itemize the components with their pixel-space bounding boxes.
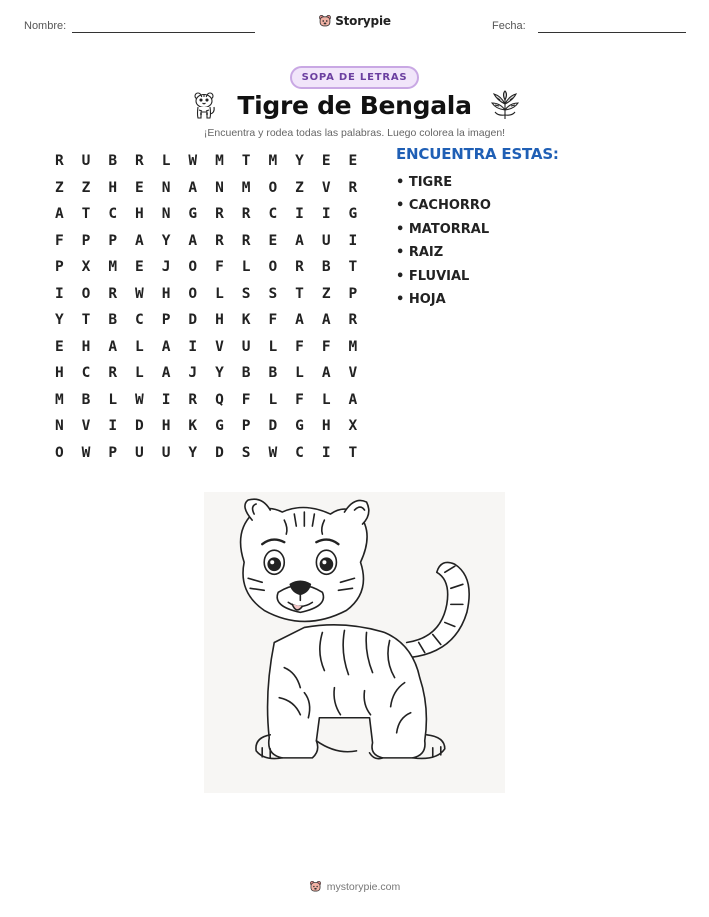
grid-letter[interactable]: T xyxy=(348,444,358,461)
grid-letter[interactable]: V xyxy=(321,179,331,196)
grid-letter[interactable]: R xyxy=(295,259,304,276)
category-badge: SOPA DE LETRAS xyxy=(290,66,420,89)
grid-letter[interactable]: V xyxy=(215,338,224,355)
grid-letter[interactable]: R xyxy=(108,285,118,302)
grid-letter[interactable]: C xyxy=(295,444,304,461)
grid-letter[interactable]: G xyxy=(295,418,304,435)
grid-letter[interactable]: H xyxy=(161,418,171,435)
name-line[interactable] xyxy=(72,32,255,33)
grid-letter[interactable]: L xyxy=(135,365,144,382)
grid-letter[interactable]: B xyxy=(108,312,118,329)
grid-letter[interactable]: I xyxy=(161,391,171,408)
grid-letter[interactable]: O xyxy=(268,259,278,276)
grid-letter[interactable]: L xyxy=(268,391,278,408)
grid-letter[interactable]: P xyxy=(241,418,251,435)
grid-letter[interactable]: N xyxy=(54,418,64,435)
grid-letter[interactable]: P xyxy=(108,444,118,461)
brand-header xyxy=(0,14,709,28)
grid-letter[interactable]: B xyxy=(268,365,278,382)
word-list-item: • CACHORRO xyxy=(396,198,491,214)
grid-letter[interactable]: U xyxy=(135,444,144,461)
grid-letter[interactable]: P xyxy=(348,285,358,302)
grid-letter[interactable]: G xyxy=(348,206,358,223)
word-list xyxy=(396,145,559,311)
grid-letter[interactable]: B xyxy=(108,153,118,170)
grid-letter[interactable]: S xyxy=(241,444,251,461)
grid-letter[interactable]: A xyxy=(295,232,304,249)
grid-letter[interactable]: R xyxy=(215,206,224,223)
grid-letter[interactable]: J xyxy=(188,365,198,382)
grid-letter[interactable]: R xyxy=(108,365,118,382)
grid-letter[interactable]: B xyxy=(321,259,331,276)
grid-letter[interactable]: S xyxy=(268,285,278,302)
grid-letter[interactable]: D xyxy=(188,312,198,329)
grid-letter[interactable]: N xyxy=(215,179,224,196)
grid-letter[interactable]: P xyxy=(81,232,91,249)
grid-letter[interactable]: M xyxy=(268,153,278,170)
grid-letter[interactable]: Z xyxy=(54,179,64,196)
grid-row xyxy=(46,334,366,361)
grid-letter[interactable]: F xyxy=(321,338,331,355)
grid-row xyxy=(46,254,366,281)
grid-letter[interactable]: F xyxy=(241,391,251,408)
grid-letter[interactable]: F xyxy=(268,312,278,329)
grid-letter[interactable]: K xyxy=(241,312,251,329)
grid-letter[interactable]: M xyxy=(215,153,224,170)
grid-letter[interactable]: W xyxy=(135,285,144,302)
grid-letter[interactable]: E xyxy=(321,153,331,170)
grid-letter[interactable]: U xyxy=(241,338,251,355)
grid-letter[interactable]: Y xyxy=(54,312,64,329)
grid-letter[interactable]: C xyxy=(108,206,118,223)
grid-letter[interactable]: L xyxy=(268,338,278,355)
grid-letter[interactable]: B xyxy=(81,391,91,408)
grid-letter[interactable]: S xyxy=(241,285,251,302)
grid-letter[interactable]: R xyxy=(241,232,251,249)
date-label: Fecha: xyxy=(492,20,526,32)
grid-letter[interactable]: E xyxy=(135,179,144,196)
grid-row xyxy=(46,413,366,440)
grid-letter[interactable]: M xyxy=(241,179,251,196)
grid-letter[interactable]: I xyxy=(295,206,304,223)
grid-letter[interactable]: D xyxy=(215,444,224,461)
grid-letter[interactable]: J xyxy=(161,259,171,276)
grid-letter[interactable]: I xyxy=(321,444,331,461)
grid-letter[interactable]: H xyxy=(321,418,331,435)
grid-letter[interactable]: O xyxy=(268,179,278,196)
grid-letter[interactable]: A xyxy=(135,232,144,249)
grid-row xyxy=(46,440,366,467)
grid-letter[interactable]: O xyxy=(81,285,91,302)
grid-letter[interactable]: R xyxy=(135,153,144,170)
grid-letter[interactable]: F xyxy=(215,259,224,276)
footer xyxy=(0,880,709,893)
grid-letter[interactable]: M xyxy=(108,259,118,276)
grid-letter[interactable]: G xyxy=(215,418,224,435)
grid-letter[interactable]: T xyxy=(348,259,358,276)
grid-letter[interactable]: R xyxy=(54,153,64,170)
grid-letter[interactable]: N xyxy=(161,179,171,196)
grid-letter[interactable]: W xyxy=(135,391,144,408)
grid-letter[interactable]: E xyxy=(348,153,358,170)
grid-letter[interactable]: C xyxy=(81,365,91,382)
grid-letter[interactable]: I xyxy=(54,285,64,302)
grid-letter[interactable]: A xyxy=(161,338,171,355)
grid-row xyxy=(46,201,366,228)
grid-letter[interactable]: A xyxy=(188,232,198,249)
jungle-plant-icon xyxy=(490,90,520,120)
grid-letter[interactable]: C xyxy=(268,206,278,223)
grid-letter[interactable]: T xyxy=(81,312,91,329)
grid-letter[interactable]: I xyxy=(188,338,198,355)
grid-letter[interactable]: R xyxy=(188,391,198,408)
grid-letter[interactable]: Q xyxy=(215,391,224,408)
word-list-item: • TIGRE xyxy=(396,175,453,190)
grid-letter[interactable]: L xyxy=(161,153,171,170)
grid-letter[interactable]: D xyxy=(135,418,144,435)
grid-letter[interactable]: K xyxy=(188,418,198,435)
grid-letter[interactable]: L xyxy=(215,285,224,302)
grid-letter[interactable]: A xyxy=(54,206,64,223)
grid-letter[interactable]: W xyxy=(188,153,198,170)
grid-letter[interactable]: W xyxy=(268,444,278,461)
grid-letter[interactable]: X xyxy=(348,418,358,435)
grid-letter[interactable]: L xyxy=(295,365,304,382)
page-title: Tigre de Bengala xyxy=(237,90,472,120)
grid-letter[interactable]: H xyxy=(215,312,224,329)
grid-letter[interactable]: T xyxy=(81,206,91,223)
word-list-item: • FLUVIAL xyxy=(396,268,470,284)
grid-letter[interactable]: O xyxy=(54,444,64,461)
grid-row xyxy=(46,228,366,255)
storypie-bear-icon xyxy=(309,880,322,893)
grid-letter[interactable]: I xyxy=(108,418,118,435)
grid-letter[interactable]: W xyxy=(81,444,91,461)
grid-letter[interactable]: H xyxy=(161,285,171,302)
tiger-cub-icon xyxy=(189,90,219,120)
grid-letter[interactable]: C xyxy=(135,312,144,329)
grid-letter[interactable]: L xyxy=(108,391,118,408)
grid-letter[interactable]: O xyxy=(188,259,198,276)
grid-letter[interactable]: F xyxy=(295,338,304,355)
grid-letter[interactable]: I xyxy=(348,232,358,249)
grid-letter[interactable]: H xyxy=(81,338,91,355)
grid-row xyxy=(46,148,366,175)
grid-letter[interactable]: R xyxy=(348,312,358,329)
grid-letter[interactable]: P xyxy=(108,232,118,249)
grid-letter[interactable]: H xyxy=(54,365,64,382)
grid-row xyxy=(46,360,366,387)
grid-letter[interactable]: R xyxy=(348,179,358,196)
grid-letter[interactable]: Y xyxy=(215,365,224,382)
word-list-item: • HOJA xyxy=(396,291,446,307)
grid-letter[interactable]: Y xyxy=(295,153,304,170)
grid-row xyxy=(46,175,366,202)
grid-letter[interactable]: V xyxy=(348,365,358,382)
grid-letter[interactable]: B xyxy=(241,365,251,382)
grid-letter[interactable]: A xyxy=(348,391,358,408)
name-label: Nombre: xyxy=(24,20,67,32)
grid-letter[interactable]: E xyxy=(268,232,278,249)
grid-letter[interactable]: A xyxy=(321,365,331,382)
grid-row xyxy=(46,307,366,334)
word-list-item: • MATORRAL xyxy=(396,221,490,237)
grid-letter[interactable]: F xyxy=(54,232,64,249)
tiger-cub-coloring-illustration xyxy=(204,492,505,793)
grid-letter[interactable]: V xyxy=(81,418,91,435)
grid-letter[interactable]: A xyxy=(295,312,304,329)
grid-letter[interactable]: H xyxy=(108,179,118,196)
grid-letter[interactable]: U xyxy=(321,232,331,249)
grid-letter[interactable]: Z xyxy=(295,179,304,196)
grid-letter[interactable]: Z xyxy=(321,285,331,302)
grid-letter[interactable]: T xyxy=(295,285,304,302)
brand-name: Storypie xyxy=(335,14,391,28)
grid-letter[interactable]: P xyxy=(54,259,64,276)
grid-letter[interactable]: E xyxy=(135,259,144,276)
grid-row xyxy=(46,387,366,414)
date-line[interactable] xyxy=(538,32,686,33)
grid-letter[interactable]: E xyxy=(54,338,64,355)
storypie-bear-icon xyxy=(318,14,332,28)
grid-letter[interactable]: H xyxy=(135,206,144,223)
word-list-heading: ENCUENTRA ESTAS: xyxy=(396,145,559,163)
grid-letter[interactable]: F xyxy=(295,391,304,408)
grid-letter[interactable]: N xyxy=(161,206,171,223)
grid-letter[interactable]: A xyxy=(108,338,118,355)
grid-letter[interactable]: L xyxy=(321,391,331,408)
grid-letter[interactable]: I xyxy=(321,206,331,223)
grid-letter[interactable]: A xyxy=(321,312,331,329)
grid-letter[interactable]: D xyxy=(268,418,278,435)
instructions: ¡Encuentra y rodea todas las palabras. Luego colorea la imagen! xyxy=(203,127,506,139)
grid-letter[interactable]: M xyxy=(54,391,64,408)
title-row xyxy=(0,90,709,120)
grid-letter[interactable]: A xyxy=(161,365,171,382)
grid-letter[interactable]: M xyxy=(348,338,358,355)
grid-letter[interactable]: R xyxy=(215,232,224,249)
grid-letter[interactable]: X xyxy=(81,259,91,276)
grid-letter[interactable]: O xyxy=(188,285,198,302)
word-search-grid[interactable] xyxy=(46,148,366,466)
grid-letter[interactable]: P xyxy=(161,312,171,329)
grid-letter[interactable]: G xyxy=(188,206,198,223)
grid-letter[interactable]: R xyxy=(241,206,251,223)
grid-letter[interactable]: U xyxy=(81,153,91,170)
grid-letter[interactable]: L xyxy=(241,259,251,276)
grid-letter[interactable]: U xyxy=(161,444,171,461)
grid-letter[interactable]: Y xyxy=(188,444,198,461)
grid-letter[interactable]: A xyxy=(188,179,198,196)
grid-letter[interactable]: Z xyxy=(81,179,91,196)
footer-url[interactable]: mystorypie.com xyxy=(326,880,401,893)
grid-letter[interactable]: L xyxy=(135,338,144,355)
grid-letter[interactable]: T xyxy=(241,153,251,170)
grid-row xyxy=(46,281,366,308)
word-list-item: • RAIZ xyxy=(396,245,444,261)
grid-letter[interactable]: Y xyxy=(161,232,171,249)
